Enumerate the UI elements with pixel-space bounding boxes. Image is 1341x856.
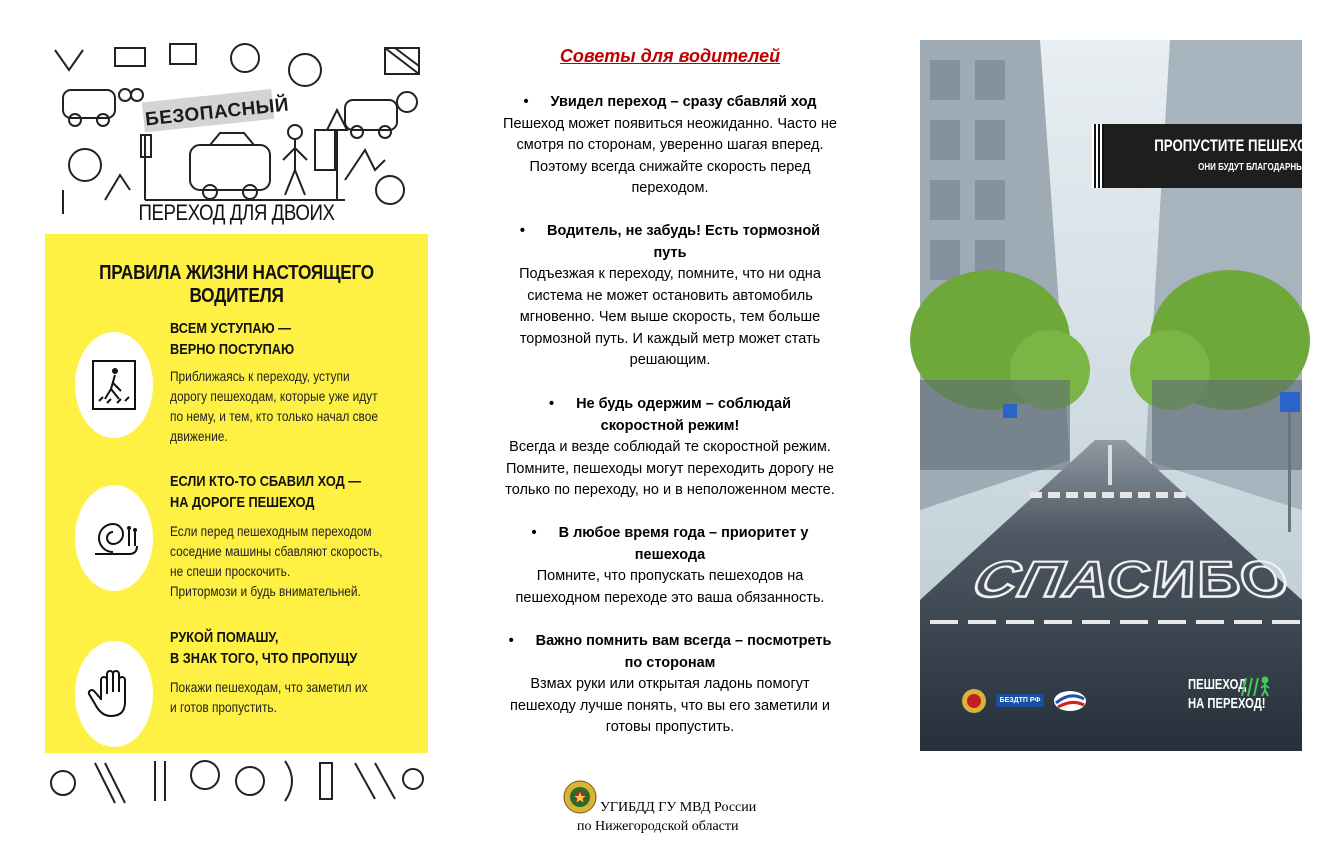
rule-text: Приближаясь к переходу, уступи дорогу пешеходам, которые уже идут по нему, и тем, кто только начал свое движение. xyxy=(170,368,378,444)
doodle-illustration xyxy=(45,753,428,808)
tip-item xyxy=(470,92,870,200)
tip-heading: по сторонам xyxy=(624,654,716,671)
rule-text: Если перед пешеходным переходом соседние машины сбавляют скорость, не спеши проскочить. Притормози и будь внимательней. xyxy=(170,523,383,599)
tip-heading: скоростной режим! xyxy=(600,417,740,434)
police-emblem-icon xyxy=(960,686,988,716)
tip-text: тормозной путь. И каждый метр может стать xyxy=(519,330,821,347)
tip-text: только по переходу, но и в неположенном месте. xyxy=(505,482,835,498)
tip-text: система не может остановить автомобиль xyxy=(527,287,813,304)
partner-logo-icon xyxy=(1052,689,1088,713)
org-region: по Нижегородской области xyxy=(577,819,739,834)
tip-text: решающим. xyxy=(629,352,711,368)
rule-heading: ВСЕМ УСТУПАЮ — ВЕРНО ПОСТУПАЮ xyxy=(170,320,295,358)
tip-heading: путь xyxy=(653,244,687,261)
rule-icon-circle xyxy=(75,641,153,747)
org-name: УГИБДД ГУ МВД России xyxy=(600,800,757,815)
rule-icon-circle xyxy=(75,332,153,438)
tip-text: Поэтому всегда снижайте скорость перед xyxy=(529,158,811,175)
tip-heading: • Не будь одержим – соблюдай xyxy=(548,396,791,412)
tip-text: Взмах руки или открытая ладонь помогут xyxy=(530,676,810,692)
tips-title: Советы для водителей xyxy=(559,46,781,66)
pedestrian-crossing-icon xyxy=(87,357,141,413)
tip-heading: • Увидел переход – сразу сбавляй ход xyxy=(523,94,817,110)
rules-title: ПРАВИЛА ЖИЗНИ НАСТОЯЩЕГО ВОДИТЕЛЯ xyxy=(99,262,374,307)
rules-block xyxy=(45,234,428,753)
raised-hand-icon xyxy=(87,666,141,722)
bezdtp-logo: БЕЗДТП РФ xyxy=(996,694,1044,707)
tip-heading: • Водитель, не забудь! Есть тормозной xyxy=(519,223,821,239)
banner-subtitle: ОНИ БУДУТ БЛАГОДАРНЫ xyxy=(1198,162,1304,173)
tip-text: Помните, что пропускать пешеходов на xyxy=(536,568,804,584)
rule-heading: ЕСЛИ КТО-ТО СБАВИЛ ХОД — НА ДОРОГЕ ПЕШЕХОД xyxy=(170,473,361,511)
footer xyxy=(560,780,800,840)
tip-heading: • В любое время года – приоритет у xyxy=(531,525,809,541)
tip-item xyxy=(470,523,870,609)
police-emblem-icon xyxy=(562,780,598,814)
rule-heading: РУКОЙ ПОМАШУ, В ЗНАК ТОГО, ЧТО ПРОПУЩУ xyxy=(170,629,358,667)
tip-text: готовы пропустить. xyxy=(605,719,735,735)
tip-text: Помните, пешеходы могут переходить дорогу не xyxy=(505,460,835,477)
tip-text: переходом. xyxy=(631,180,709,196)
crossing-title: ПЕРЕХОД ДЛЯ ДВОИХ xyxy=(138,200,335,225)
left-panel xyxy=(45,40,428,808)
safe-badge: БЕЗОПАСНЫЙ xyxy=(144,94,291,131)
tip-text: Всегда и везде соблюдай те скоростной режим. xyxy=(509,439,831,455)
slogan-line: ПЕШЕХОД xyxy=(1188,676,1247,693)
rule-icon-circle xyxy=(75,485,153,591)
tip-item xyxy=(470,631,870,739)
tip-text: пешеходу лучше понять, что вы его заметили и xyxy=(510,697,830,714)
road-text: СПАСИБО xyxy=(963,551,1302,609)
snail-icon xyxy=(87,510,141,566)
tip-text: смотря по сторонам, уверенно шагая вперед. xyxy=(516,137,824,153)
slogan-line: НА ПЕРЕХОД! xyxy=(1188,695,1266,712)
tip-text: мгновенно. Чем выше скорость, тем больше xyxy=(519,309,821,325)
tip-heading: пешехода xyxy=(634,546,706,563)
banner-stripes xyxy=(1092,124,1104,188)
poster-panel xyxy=(920,40,1341,751)
tip-text: Пешеход может появиться неожиданно. Часто не xyxy=(503,115,837,132)
tip-text: пешеходном переходе это ваша обязанность. xyxy=(515,589,825,606)
walking-pedestrian-icon xyxy=(1240,676,1270,698)
tip-item xyxy=(470,394,870,502)
tip-heading: • Важно помнить вам всегда – посмотреть xyxy=(508,633,832,649)
rule-text: Покажи пешеходам, что заметил их и готов пропустить. xyxy=(170,679,368,715)
tip-item xyxy=(470,221,870,372)
poster-banner xyxy=(1092,124,1341,188)
banner-title: ПРОПУСТИТЕ ПЕШЕХОДОВ! xyxy=(1154,136,1341,155)
tip-text: Подъезжая к переходу, помните, что ни одна xyxy=(519,266,821,282)
